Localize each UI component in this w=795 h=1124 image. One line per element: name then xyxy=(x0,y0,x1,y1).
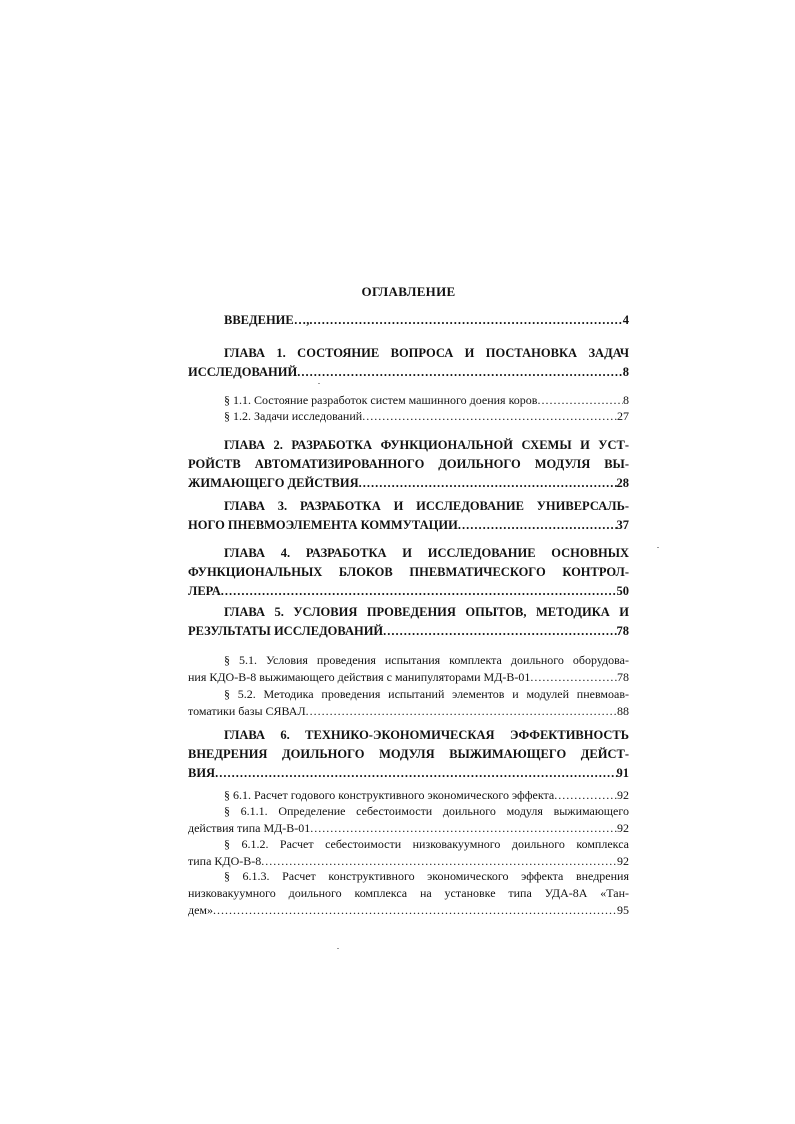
toc-title: ВВЕДЕНИЕ…, xyxy=(224,313,310,327)
toc-page: 88 xyxy=(617,704,629,718)
toc-title-line: РОЙСТВ АВТОМАТИЗИРОВАННОГО ДОИЛЬНОГО МОДУЛЯ ВЫ- xyxy=(188,457,629,471)
toc-entry-chapter-4 xyxy=(188,544,629,601)
toc-entry-chapter-1 xyxy=(188,344,629,382)
toc-title-line: НОГО ПНЕВМОЭЛЕМЕНТА КОММУТАЦИИ xyxy=(188,518,458,532)
toc-entry-chapter-5 xyxy=(188,603,629,641)
toc-entry-chapter-6 xyxy=(188,726,629,783)
toc-page: 92 xyxy=(617,788,629,802)
toc-page: 78 xyxy=(617,670,629,684)
toc-title-line: типа КДО-В-8 xyxy=(188,854,262,868)
toc-title-line: § 5.1. Условия проведения испытания комплекта доильного оборудова- xyxy=(224,653,629,667)
toc-page: 4 xyxy=(622,313,629,327)
toc-title-line: ЖИМАЮЩЕГО ДЕЙСТВИЯ xyxy=(188,476,359,490)
toc-page: 95 xyxy=(617,903,629,917)
page-title: ОГЛАВЛЕНИЕ xyxy=(361,284,456,299)
toc-title: § 1.2. Задачи исследований xyxy=(224,409,363,423)
toc-title: § 1.1. Состояние разработок систем машинного доения коров xyxy=(224,393,538,407)
toc-title-line: томатики базы СЯВАЛ xyxy=(188,704,306,718)
toc-title-line: § 5.2. Методика проведения испытаний элементов и модулей пневмоав- xyxy=(224,687,629,701)
toc-title-line: дем» xyxy=(188,903,214,917)
toc-title-line: ФУНКЦИОНАЛЬНЫХ БЛОКОВ ПНЕВМАТИЧЕСКОГО КОНТРОЛ- xyxy=(188,565,629,579)
scan-speck xyxy=(337,948,339,949)
toc-title-line: ГЛАВА 6. ТЕХНИКО-ЭКОНОМИЧЕСКАЯ ЭФФЕКТИВНОСТЬ xyxy=(224,728,629,742)
toc-title-line: ИССЛЕДОВАНИЙ xyxy=(188,365,298,379)
toc-page: 92 xyxy=(617,854,629,868)
toc-page: 78 xyxy=(616,624,629,638)
toc-title-line: ЛЕРА xyxy=(188,584,221,598)
scan-speck xyxy=(657,547,659,548)
toc-title-line: ВИЯ xyxy=(188,766,216,780)
toc-page: 91 xyxy=(616,766,629,780)
toc-entry-section-1-2 xyxy=(188,408,629,425)
toc-title-line: ГЛАВА 5. УСЛОВИЯ ПРОВЕДЕНИЯ ОПЫТОВ, МЕТОДИКА И xyxy=(224,605,629,619)
toc-entry-section-5-2 xyxy=(188,686,629,720)
toc-entry-chapter-3 xyxy=(188,497,629,535)
toc-page: 8 xyxy=(622,365,629,379)
toc-entry-section-6-1-2 xyxy=(188,836,629,870)
toc-title-line: низковакуумного доильного комплекса на установке типа УДА-8А «Тан- xyxy=(188,886,629,900)
toc-title-line: § 6.1.2. Расчет себестоимости низковакуумного доильного комплекса xyxy=(224,837,629,851)
toc-entry-intro xyxy=(188,313,629,328)
toc-title-line: ГЛАВА 2. РАЗРАБОТКА ФУНКЦИОНАЛЬНОЙ СХЕМЫ И УСТ- xyxy=(224,438,629,452)
toc-page: 50 xyxy=(616,584,629,598)
toc-entry-chapter-2 xyxy=(188,436,629,493)
toc-entry-section-5-1 xyxy=(188,652,629,686)
toc-title-line: ГЛАВА 4. РАЗРАБОТКА И ИССЛЕДОВАНИЕ ОСНОВНЫХ xyxy=(224,546,629,560)
toc-page: 8 xyxy=(623,393,629,407)
toc-entry-section-1-1 xyxy=(188,392,629,409)
toc-title-line: ВНЕДРЕНИЯ ДОИЛЬНОГО МОДУЛЯ ВЫЖИМАЮЩЕГО ДЕЙСТ- xyxy=(188,747,629,761)
toc-page: 37 xyxy=(616,518,629,532)
toc-entry-section-6-1-3 xyxy=(188,868,629,919)
toc-title-line: § 6.1.1. Определение себестоимости доильного модуля выжимающего xyxy=(224,804,629,818)
toc-page: 92 xyxy=(617,821,629,835)
toc-entry-section-6-1 xyxy=(188,787,629,804)
toc-title-line: действия типа МД-В-01 xyxy=(188,821,311,835)
toc-title-line: § 6.1.3. Расчет конструктивного экономического эффекта внедрения xyxy=(224,869,629,883)
toc-entry-section-6-1-1 xyxy=(188,803,629,837)
toc-title-line: РЕЗУЛЬТАТЫ ИССЛЕДОВАНИЙ xyxy=(188,624,384,638)
toc-title: § 6.1. Расчет годового конструктивного экономического эффекта xyxy=(224,788,555,802)
toc-title-line: ГЛАВА 1. СОСТОЯНИЕ ВОПРОСА И ПОСТАНОВКА ЗАДАЧ xyxy=(224,346,629,360)
toc-title-line: ния КДО-В-8 выжимающего действия с манипуляторами МД-В-01 xyxy=(188,670,531,684)
toc-page: 27 xyxy=(617,409,629,423)
toc-page: 28 xyxy=(616,476,629,490)
scan-speck xyxy=(318,383,320,384)
toc-title-line: ГЛАВА 3. РАЗРАБОТКА И ИССЛЕДОВАНИЕ УНИВЕРСАЛЬ- xyxy=(224,499,629,513)
